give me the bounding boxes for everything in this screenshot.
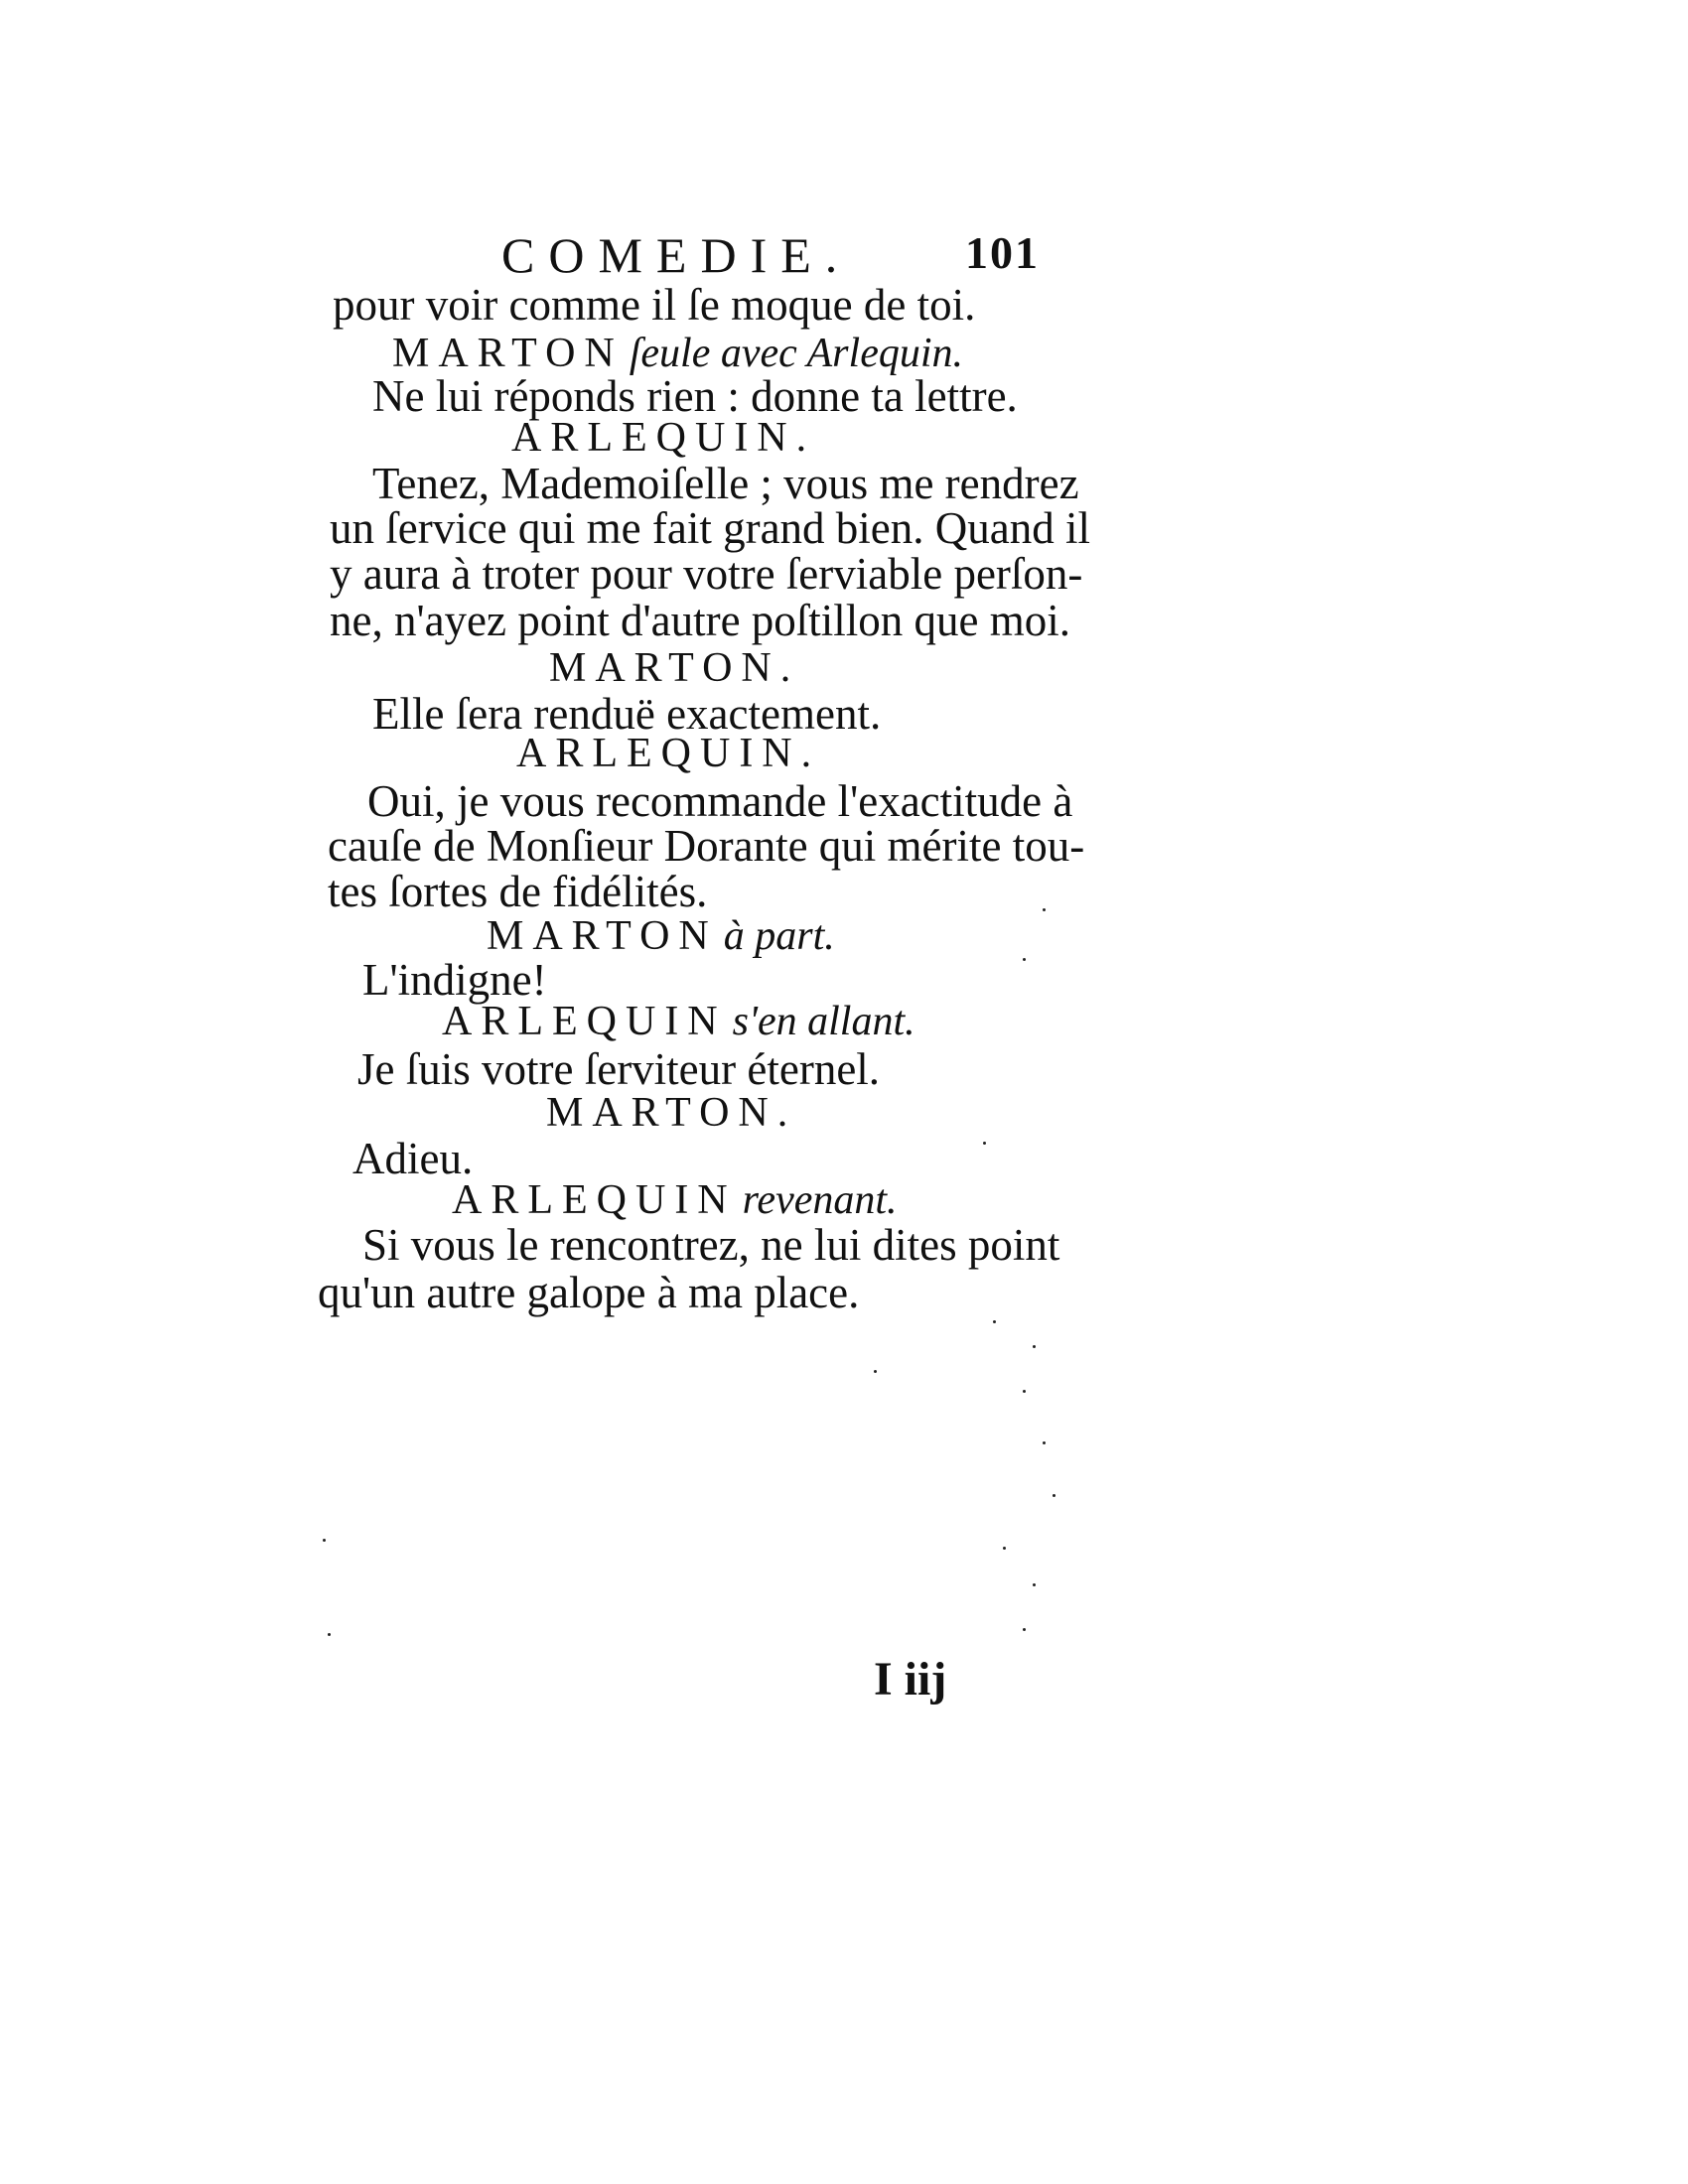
speaker-name: ARLEQUIN bbox=[452, 1177, 737, 1223]
text-line: Oui, je vous recommande l'exactitude à bbox=[367, 776, 1073, 826]
speaker-heading bbox=[487, 915, 835, 957]
text-line: qu'un autre galope à ma place. bbox=[318, 1268, 860, 1317]
speaker-heading bbox=[442, 1001, 915, 1042]
text-line: Tenez, Mademoiſelle ; vous me rendrez bbox=[372, 459, 1079, 508]
text-line: Si vous le rencontrez, ne lui dites point bbox=[362, 1220, 1060, 1270]
page-number: 101 bbox=[965, 227, 1040, 278]
speaker-name: MARTON. bbox=[546, 1090, 797, 1136]
signature-mark: I iij bbox=[874, 1653, 947, 1706]
stage-direction: s'en allant. bbox=[732, 999, 915, 1044]
text-line: L'indigne! bbox=[362, 955, 547, 1005]
text-line: un ſervice qui me fait grand bien. Quand il bbox=[330, 503, 1091, 553]
speaker-name: ARLEQUIN. bbox=[516, 731, 821, 776]
text-line: Ne lui réponds rien : donne ta lettre. bbox=[372, 371, 1018, 421]
speaker-heading bbox=[452, 1179, 898, 1221]
text-line: pour voir comme il ſe moque de toi. bbox=[333, 280, 976, 330]
speaker-heading bbox=[392, 333, 963, 374]
speaker-heading bbox=[549, 647, 799, 689]
speaker-name: ARLEQUIN bbox=[442, 999, 727, 1044]
speaker-name: MARTON. bbox=[549, 645, 800, 691]
speaker-name: MARTON bbox=[392, 331, 624, 376]
speaker-heading bbox=[516, 733, 820, 774]
text-line: Je ſuis votre ſerviteur éternel. bbox=[357, 1044, 881, 1094]
text-line: tes ſortes de fidélités. bbox=[328, 867, 708, 916]
speaker-name: MARTON bbox=[487, 913, 718, 959]
stage-direction: revenant. bbox=[742, 1177, 898, 1223]
text-line: Elle ſera renduë exactement. bbox=[372, 689, 882, 739]
stage-direction: ſeule avec Arlequin. bbox=[629, 331, 964, 376]
speaker-heading bbox=[511, 417, 815, 459]
running-title: COMEDIE. bbox=[501, 227, 852, 283]
speaker-name: ARLEQUIN. bbox=[511, 415, 816, 461]
text-line: Adieu. bbox=[352, 1134, 474, 1183]
speaker-heading bbox=[546, 1092, 796, 1134]
text-line: ne, n'ayez point d'autre poſtillon que moi. bbox=[330, 596, 1071, 645]
text-line: y aura à troter pour votre ſerviable perſon- bbox=[330, 549, 1083, 599]
text-line: cauſe de Monſieur Dorante qui mérite tou- bbox=[328, 821, 1085, 871]
stage-direction: à part. bbox=[723, 913, 835, 959]
